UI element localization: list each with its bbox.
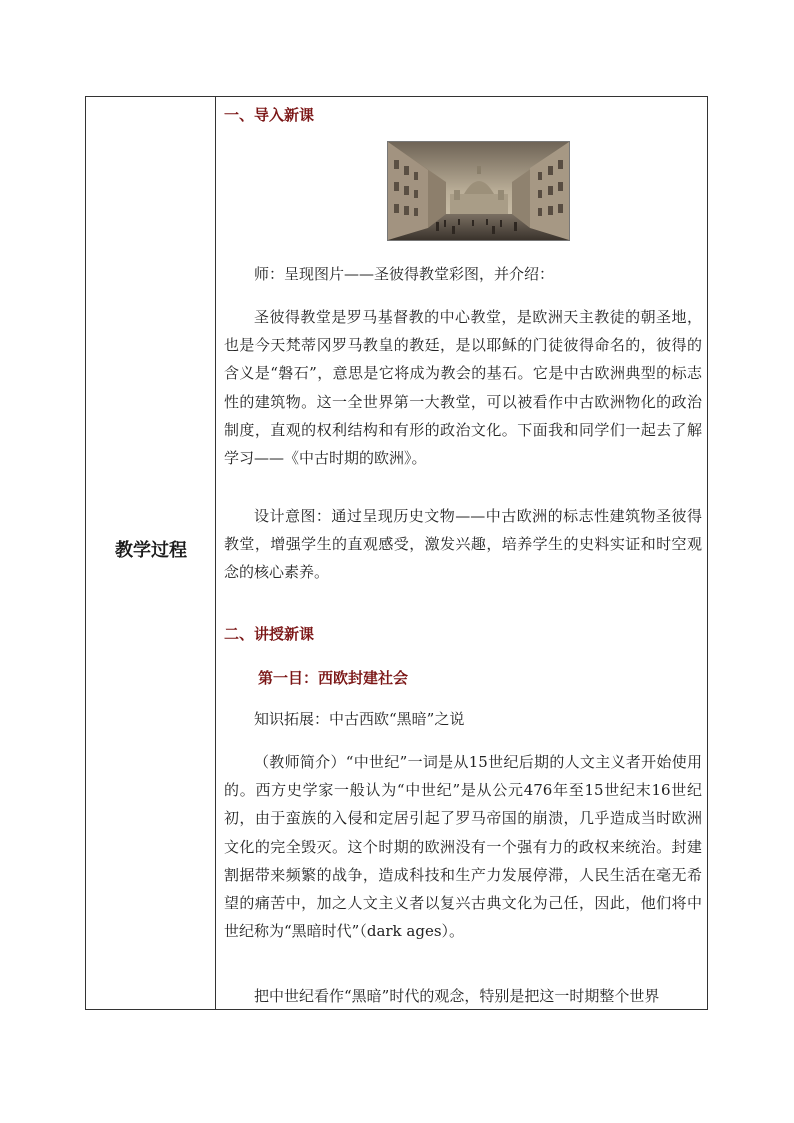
design-intent: 设计意图：通过呈现历史文物——中古欧洲的标志性建筑物圣彼得教堂，增强学生的直观感受，激发兴趣，培养学生的史料实证和时空观念的核心素养。 (224, 507, 702, 582)
left-column (86, 97, 216, 1009)
section-heading-lecture: 二、讲授新课 (224, 625, 315, 643)
lesson-table (85, 96, 708, 1010)
subheading-feudal-society: 第一目：西欧封建社会 (258, 669, 409, 687)
teacher-intro: （教师简介）“中世纪”一词是从15世纪后期的人文主义者开始使用的。西方史学家一般认为“中世纪”是从公元476年至15世纪末16世纪初，由于蛮族的入侵和定居引起了罗马帝国的崩溃，几乎造成当时欧洲文化的完全毁灭。这个时期的欧洲没有一个强有力的政权来统治。封建割据带来频繁的战争，造成科技和生产力发展停滞，人民生活在毫无希望的痛苦中，加之人文主义者以复兴古典文化为己任，因此，他们将中世纪称为“黑暗时代”（dark ages）。 (224, 753, 702, 941)
content-column (217, 97, 708, 1009)
continuation-paragraph: 把中世纪看作“黑暗”时代的观念，特别是把这一时期整个世界 (254, 987, 660, 1005)
row-label: 教学过程 (115, 540, 187, 561)
knowledge-extension: 知识拓展：中古西欧“黑暗”之说 (254, 710, 465, 728)
basilica-description: 圣彼得教堂是罗马基督教的中心教堂，是欧洲天主教徒的朝圣地，也是今天梵蒂冈罗马教皇的教廷，是以耶稣的门徒彼得命名的，彼得的含义是“磐石”，意思是它将成为教会的基石。它是中古欧洲典型的标志性的建筑物。这一全世界第一大教堂，可以被看作中古欧洲物化的政治制度，直观的权利结构和有形的政治文化。下面我和同学们一起去了解学习——《中古时期的欧洲》。 (224, 308, 702, 468)
intro-paragraph: 师：呈现图片——圣彼得教堂彩图，并介绍： (254, 265, 555, 283)
basilica-image (388, 142, 569, 240)
st-peters-photo (387, 141, 570, 241)
section-heading-intro: 一、导入新课 (224, 106, 315, 124)
